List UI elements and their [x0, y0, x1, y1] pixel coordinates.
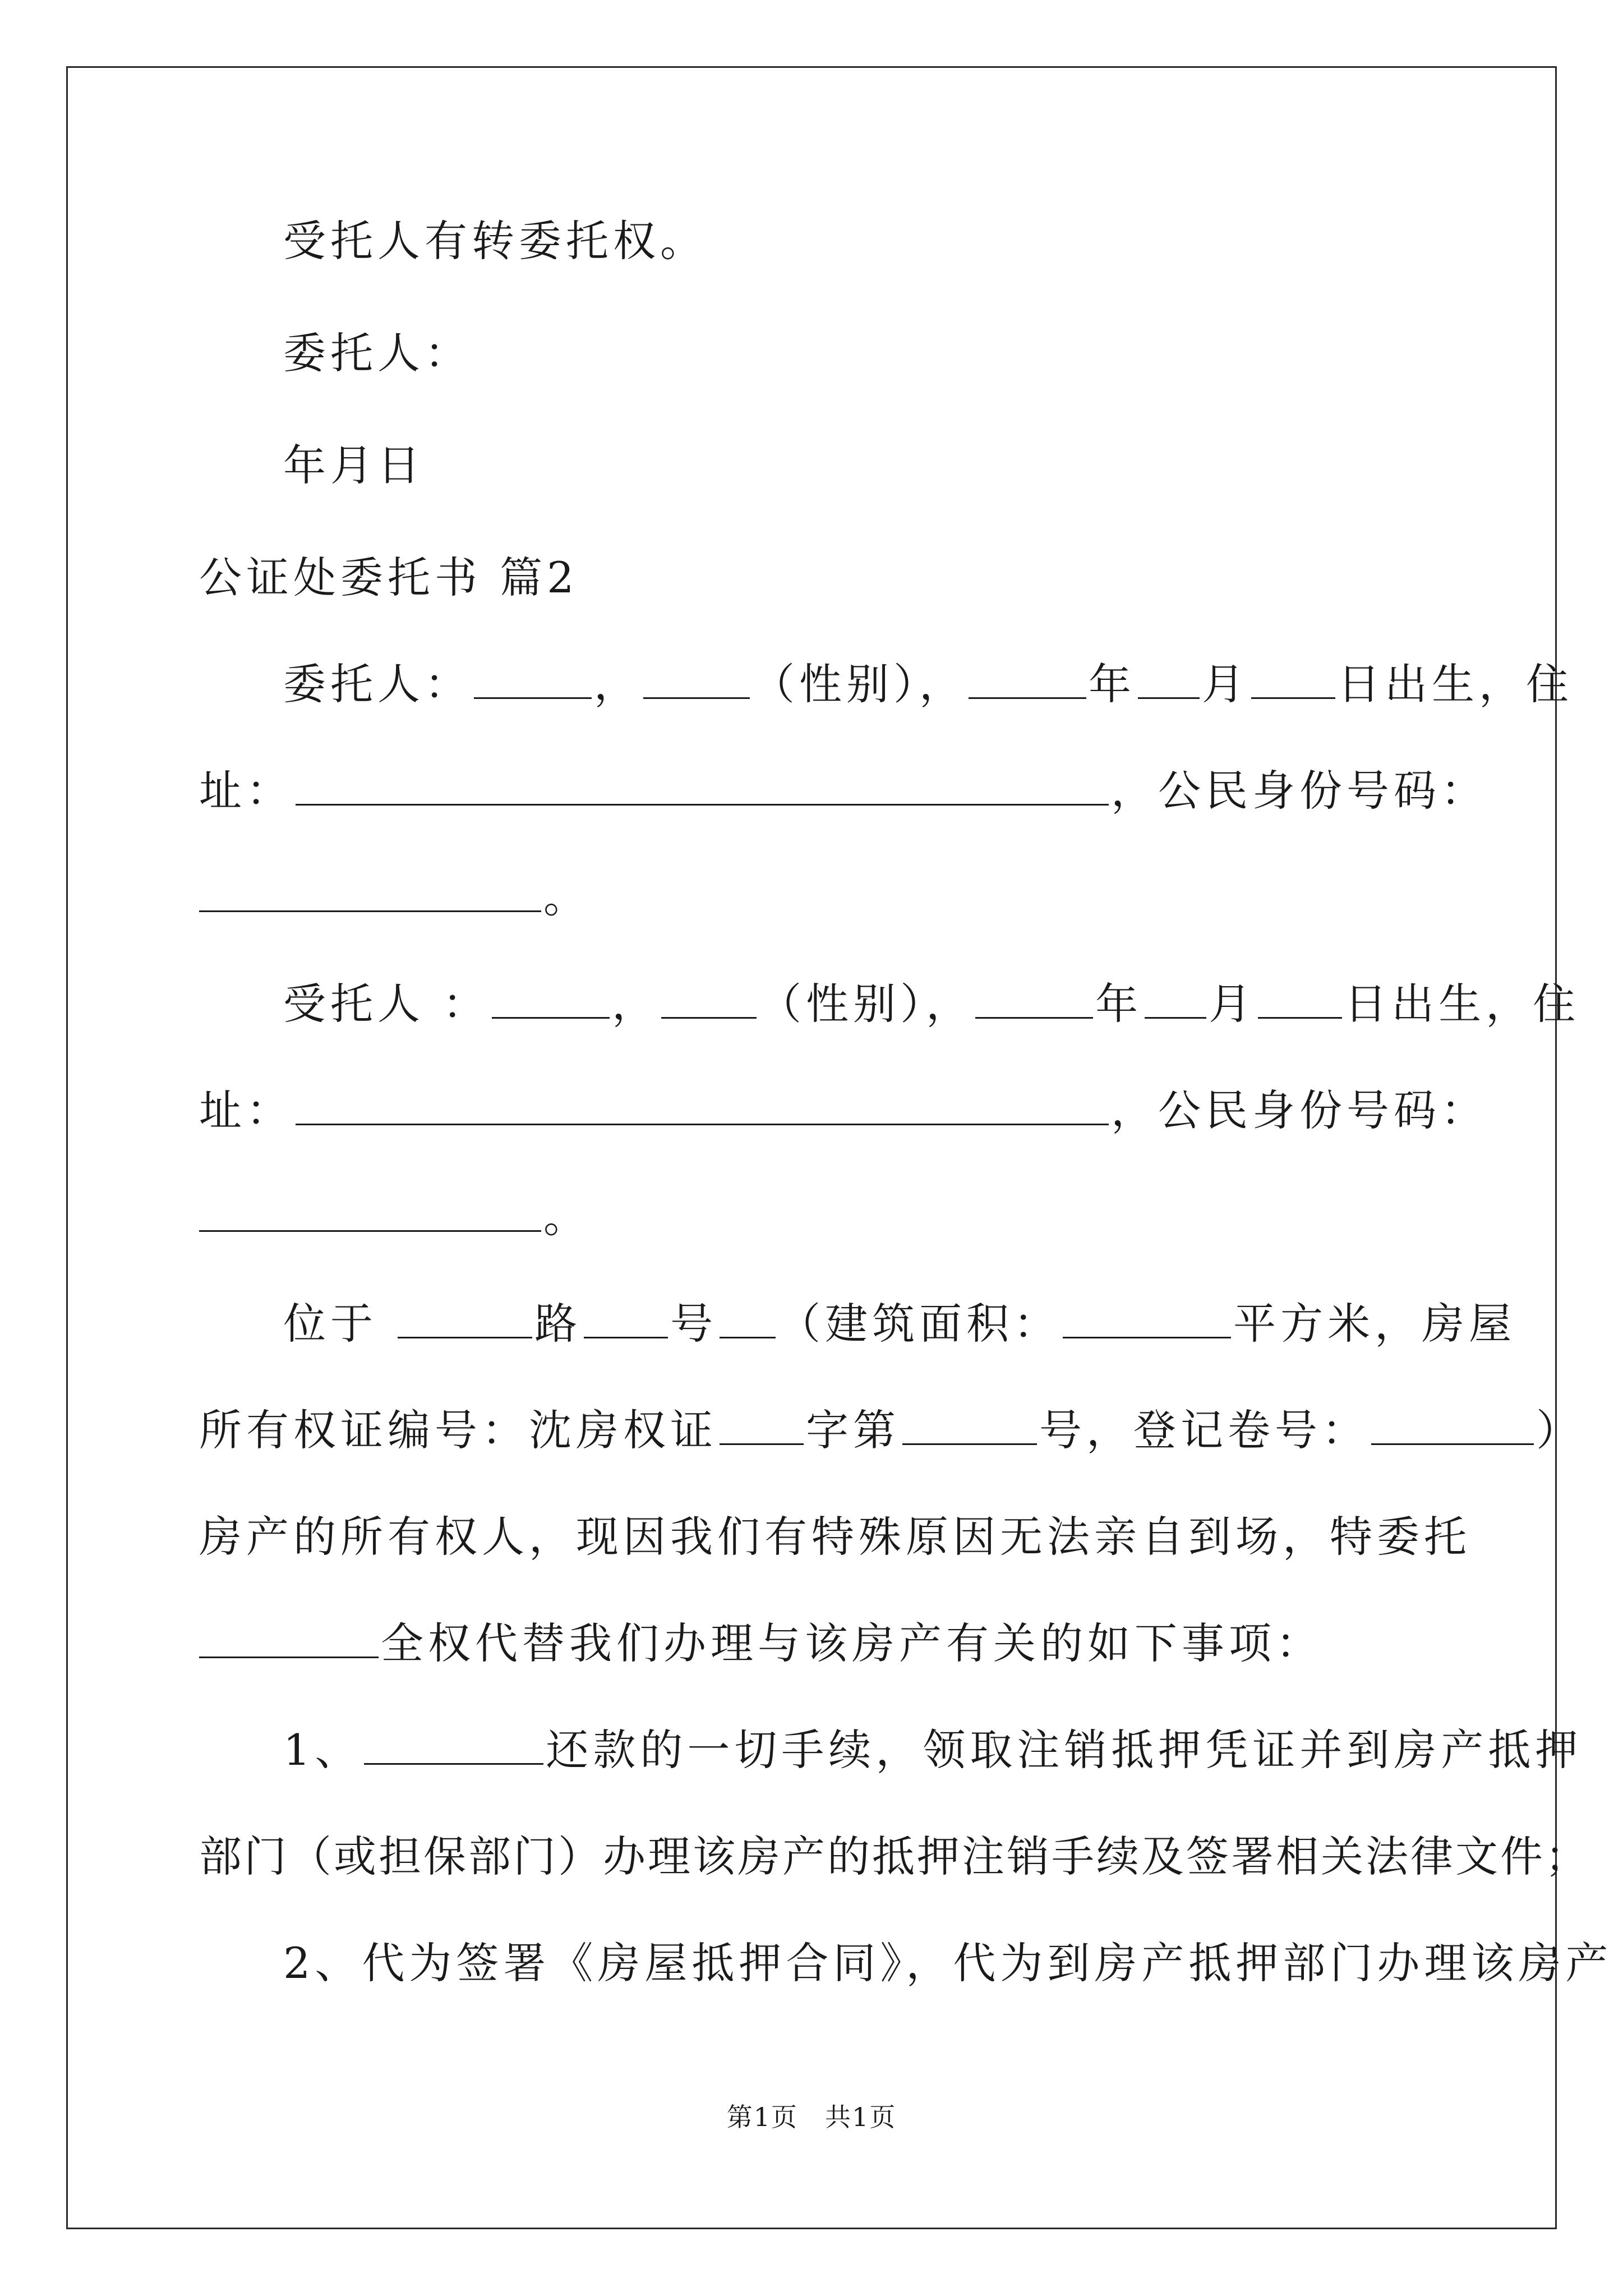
principal-label: 委托人： [283, 659, 472, 709]
agent-line-2 [199, 1083, 1488, 1139]
item-2-line-1 [199, 1935, 1612, 1991]
section-title-text: 公证处委托书 篇2 [199, 553, 579, 602]
item-1-number: 1、 [283, 1725, 362, 1775]
area-unit-label: 平方米，房屋 [1233, 1299, 1516, 1349]
comma: ， [612, 979, 660, 1029]
blank-volume [1371, 1404, 1534, 1445]
birth-address-label: 日出生，住 [1344, 979, 1580, 1029]
text-date: 年月日 [283, 440, 425, 490]
page-footer [0, 2097, 1623, 2134]
blank-year [969, 658, 1086, 699]
blank-id-number [199, 871, 541, 912]
principal-line-2 [199, 763, 1488, 819]
property-line-4 [199, 1616, 1323, 1672]
blank-agent-name [199, 1617, 379, 1658]
address-label: 址： [199, 1085, 293, 1135]
text-transfer-right: 受托人有转委托权。 [283, 216, 707, 266]
period: 。 [543, 872, 591, 922]
gender-label: （性别）， [759, 979, 974, 1029]
comma: ， [594, 659, 641, 709]
period: 。 [543, 1192, 591, 1242]
paragraph-date [199, 438, 425, 494]
area-label: （建筑面积： [778, 1299, 1061, 1349]
item-1-text: 还款的一切手续，领取注销抵押凭证并到房产抵押 [546, 1725, 1583, 1775]
close-paren: ） [1536, 1405, 1583, 1455]
property-line-3 [199, 1509, 1471, 1565]
blank-number [584, 1297, 668, 1338]
blank-month [1138, 658, 1200, 699]
blank-day [1258, 978, 1342, 1019]
blank-address [296, 765, 1109, 806]
principal-line-1 [199, 656, 1573, 712]
blank-cert-number [902, 1404, 1037, 1445]
blank-area [1063, 1297, 1231, 1338]
section-title [199, 550, 579, 606]
blank-id-number [199, 1191, 541, 1232]
page-border [66, 66, 1557, 2229]
paragraph-principal-sign [199, 325, 472, 381]
agent-line-3 [199, 1189, 591, 1245]
agent-label: 受托人 ： [283, 979, 490, 1029]
agent-line-1 [199, 976, 1580, 1032]
gender-label: （性别）， [752, 659, 966, 709]
item-1-line-1 [199, 1722, 1582, 1778]
blank-name [474, 658, 592, 699]
blank-year [975, 978, 1093, 1019]
blank-bank [364, 1724, 543, 1765]
owner-statement: 房产的所有权人，现因我们有特殊原因无法亲自到场，特委托 [199, 1512, 1471, 1562]
id-number-label: ，公民身份号码： [1111, 766, 1488, 816]
birth-address-label: 日出生，住 [1338, 659, 1573, 709]
blank-road [398, 1297, 532, 1338]
volume-label: 号，登记卷号： [1039, 1405, 1369, 1455]
number-label: 号 [670, 1299, 718, 1349]
page-number: 第1页 共1页 [726, 2102, 897, 2132]
item-1-line-2 [199, 1829, 1590, 1885]
road-label: 路 [534, 1299, 582, 1349]
item-2-text: 2、代为签署《房屋抵押合同》，代为到房产抵押部门办理该房产 [283, 1938, 1613, 1988]
certificate-label: 所有权证编号：沈房权证 [199, 1405, 717, 1455]
month-label: 月 [1209, 979, 1256, 1029]
property-line-1 [199, 1296, 1516, 1352]
located-label: 位于 [283, 1299, 396, 1349]
blank-address [296, 1084, 1109, 1125]
blank-month [1145, 978, 1206, 1019]
blank-name [492, 978, 610, 1019]
month-label: 月 [1202, 659, 1249, 709]
year-label: 年 [1095, 979, 1143, 1029]
blank-unit [720, 1297, 776, 1338]
blank-cert-char [720, 1404, 804, 1445]
cert-char-label: 字第 [806, 1405, 900, 1455]
property-line-2 [199, 1402, 1583, 1458]
blank-gender [643, 658, 750, 699]
paragraph-transfer-right [199, 213, 707, 269]
principal-line-3 [199, 869, 591, 926]
blank-day [1251, 658, 1335, 699]
year-label: 年 [1089, 659, 1136, 709]
authorization-statement: 全权代替我们办理与该房产有关的如下事项： [381, 1618, 1323, 1668]
blank-gender [661, 978, 757, 1019]
address-label: 址： [199, 766, 293, 816]
item-1-text-cont: 部门（或担保部门）办理该房产的抵押注销手续及签署相关法律文件； [199, 1832, 1590, 1881]
id-number-label: ，公民身份号码： [1111, 1085, 1488, 1135]
text-principal-sign: 委托人： [283, 328, 472, 378]
